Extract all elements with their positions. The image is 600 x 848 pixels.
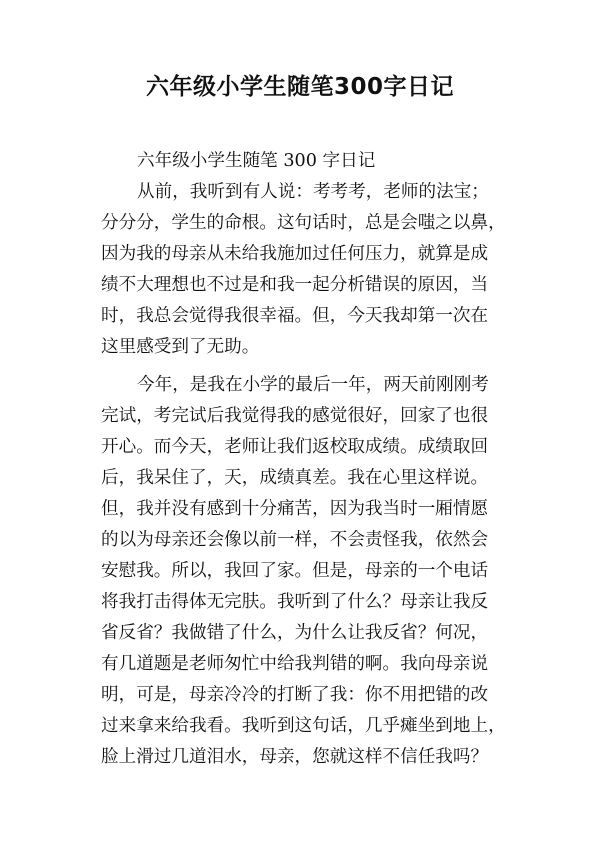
paragraph-2-line-12: 过来拿来给我看。我听到这句话，几乎瘫坐到地上， <box>101 716 506 736</box>
paragraph-1-line-4: 绩不大理想也不过是和我一起分析错误的原因，当 <box>101 275 489 295</box>
paragraph-2-line-11: 明，可是，母亲冷冷的打断了我：你不用把错的改 <box>101 685 489 705</box>
paragraph-1-line-1: 从前，我听到有人说：考考考，老师的法宝； <box>137 182 489 202</box>
paragraph-1-line-6: 这里感受到了无助。 <box>101 337 260 357</box>
document-body <box>101 146 505 773</box>
paragraph-2-line-1: 今年，是我在小学的最后一年，两天前刚刚考 <box>137 375 489 395</box>
paragraph-2-line-2: 完试，考完试后我觉得我的感觉很好，回家了也很 <box>101 406 489 426</box>
paragraph-2-line-4: 后，我呆住了，天，成绩真差。我在心里这样说。 <box>101 468 489 488</box>
paragraph-2-line-10: 有几道题是老师匆忙中给我判错的啊。我向母亲说 <box>101 654 489 674</box>
paragraph-2-line-5: 但，我并没有感到十分痛苦，因为我当时一厢情愿 <box>101 499 489 519</box>
paragraph-2-line-13: 脸上滑过几道泪水，母亲，您就这样不信任我吗？ <box>101 747 489 767</box>
paragraph-1-line-3: 因为我的母亲从未给我施加过任何压力，就算是成 <box>101 244 489 264</box>
paragraph-2-line-7: 安慰我。所以，我回了家。但是，母亲的一个电话 <box>101 561 489 581</box>
paragraph-2-line-8: 将我打击得体无完肤。我听到了什么？母亲让我反 <box>101 592 489 612</box>
paragraph-2-line-9: 省反省？我做错了什么，为什么让我反省？何况， <box>101 623 489 643</box>
document-title: 六年级小学生随笔300字日记 <box>145 74 454 100</box>
paragraph-1-line-2: 分分分，学生的命根。这句话时，总是会嗤之以鼻， <box>101 213 506 233</box>
paragraph-2-line-3: 开心。而今天，老师让我们返校取成绩。成绩取回 <box>101 437 489 457</box>
paragraph-1-line-5: 时，我总会觉得我很幸福。但，今天我却第一次在 <box>101 306 489 326</box>
subtitle-line: 六年级小学生随笔 300 字日记 <box>137 151 376 171</box>
paragraph-2-line-6: 的以为母亲还会像以前一样，不会责怪我，依然会 <box>101 530 489 550</box>
